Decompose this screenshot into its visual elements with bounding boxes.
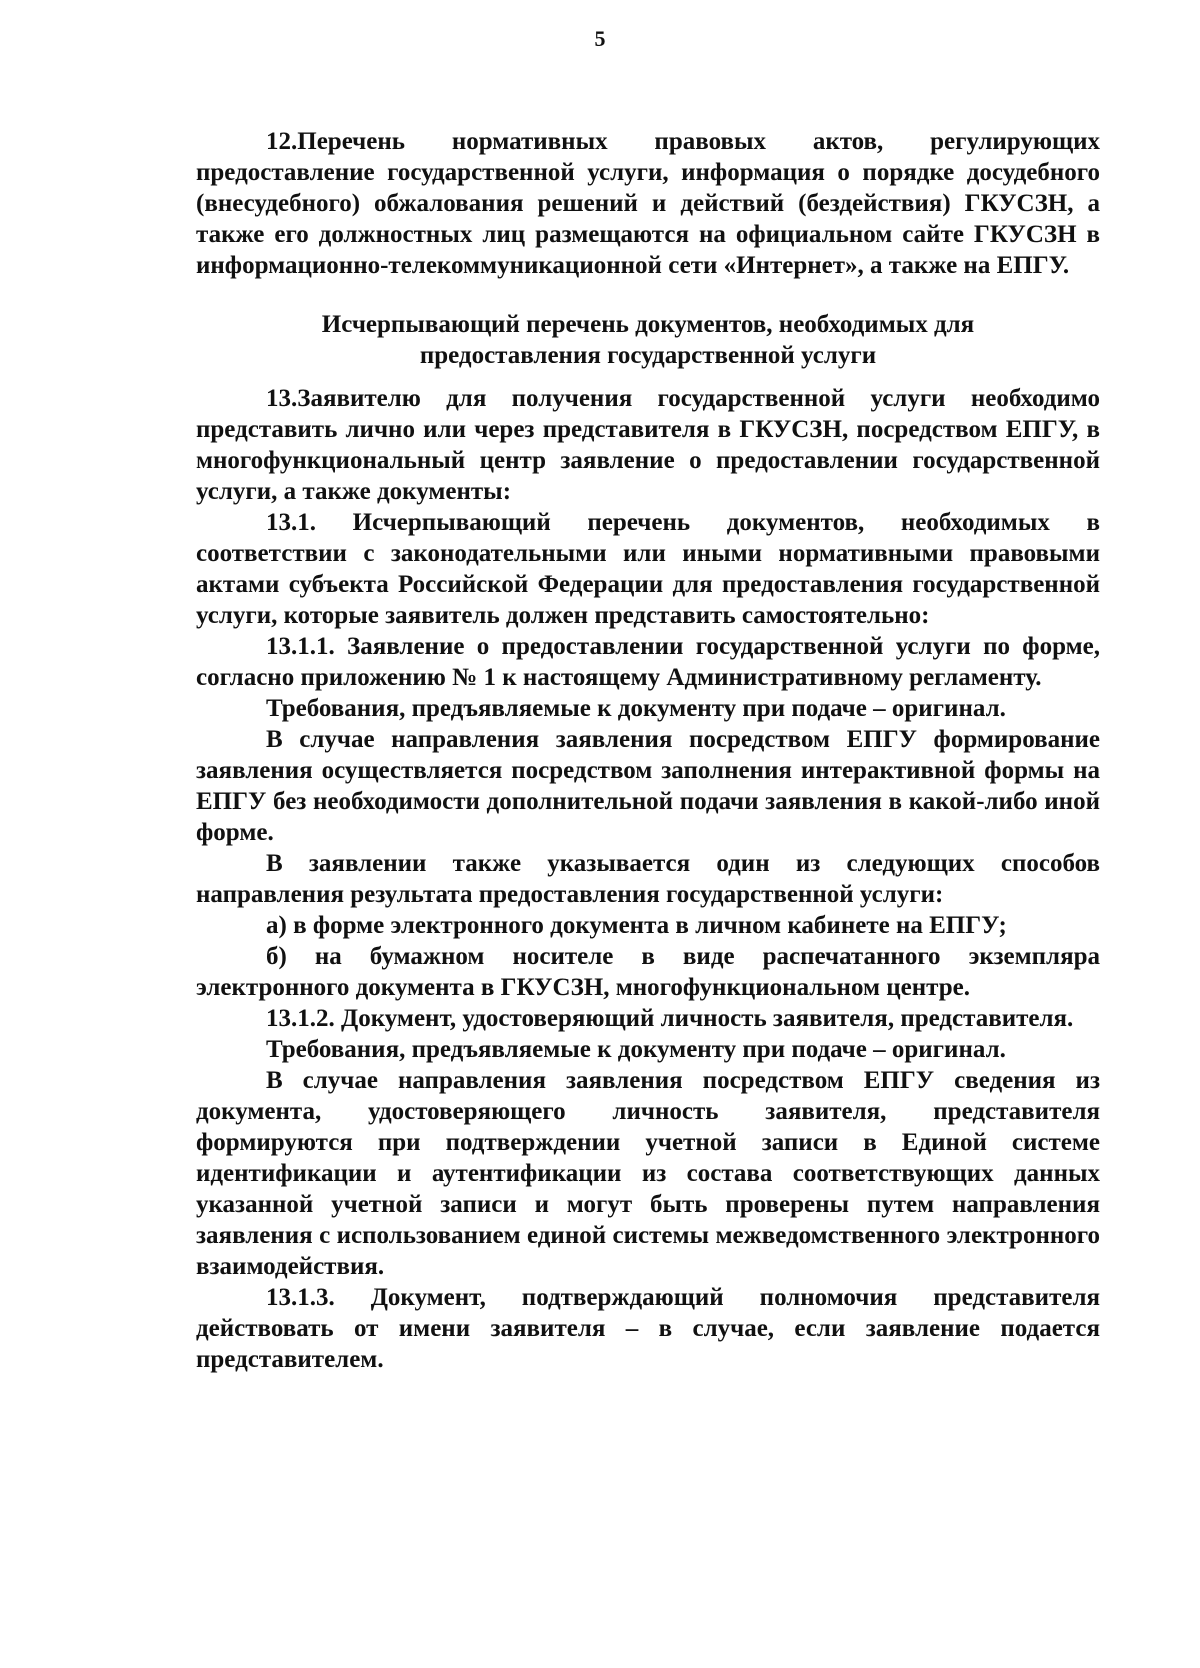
paragraph-epgu-form: В случае направления заявления посредством ЕПГУ формирование заявления осуществляется посредством заполнения интерактивной формы на ЕПГУ без необходимости дополнительной подачи заявления в какой-либо иной форме. <box>196 726 1100 846</box>
paragraph-13-1-1: 13.1.1. Заявление о предоставлении государственной услуги по форме, согласно приложению № 1 к настоящему Административному регламенту. <box>196 633 1100 691</box>
page-number: 5 <box>594 26 606 51</box>
section-heading: Исчерпывающий перечень документов, необходимых для предоставления государственной услуги <box>321 311 975 369</box>
list-item-a: а) в форме электронного документа в личном кабинете на ЕПГУ; <box>266 912 1007 939</box>
paragraph-identity-esia: В случае направления заявления посредством ЕПГУ сведения из документа, удостоверяющего личность заявителя, представителя формируются при подтверждении учетной записи в Единой системе идентификации и аутентификации из состава соответствующих данных указанной учетной записи и могут быть проверены путем направления заявления с использованием единой системы межведомственного электронного взаимодействия. <box>196 1067 1100 1280</box>
paragraph-13-1-2: 13.1.2. Документ, удостоверяющий личность заявителя, представителя. <box>266 1005 1074 1032</box>
paragraph-13-1: 13.1. Исчерпывающий перечень документов, необходимых в соответствии с законодательными или иными нормативными правовыми актами субъекта Российской Федерации для предоставления государственной услуги, которые заявитель должен представить самостоятельно: <box>196 509 1100 629</box>
paragraph-requirements-original: Требования, предъявляемые к документу при подаче – оригинал. <box>266 695 1006 722</box>
list-item-b: б) на бумажном носителе в виде распечатанного экземпляра электронного документа в ГКУСЗН, многофункциональном центре. <box>196 943 1100 1001</box>
paragraph-13-1-3: 13.1.3. Документ, подтверждающий полномочия представителя действовать от имени заявителя – в случае, если заявление подается представителем. <box>196 1284 1100 1373</box>
paragraph-13: 13.Заявителю для получения государственной услуги необходимо представить лично или через представителя в ГКУСЗН, посредством ЕПГУ, в многофункциональный центр заявление о предоставлении государственной услуги, а также документы: <box>196 385 1100 505</box>
paragraph-requirements-original-2: Требования, предъявляемые к документу при подаче – оригинал. <box>266 1036 1006 1063</box>
document-body <box>196 126 1100 1375</box>
paragraph-result-methods: В заявлении также указывается один из следующих способов направления результата предоставления государственной услуги: <box>196 850 1100 908</box>
paragraph-12: 12.Перечень нормативных правовых актов, регулирующих предоставление государственной услуги, информация о порядке досудебного (внесудебного) обжалования решений и действий (бездействия) ГКУСЗН, а также его должностных лиц размещаются на официальном сайте ГКУСЗН в информационно-телекоммуникационной сети «Интернет», а также на ЕПГУ. <box>196 128 1100 279</box>
